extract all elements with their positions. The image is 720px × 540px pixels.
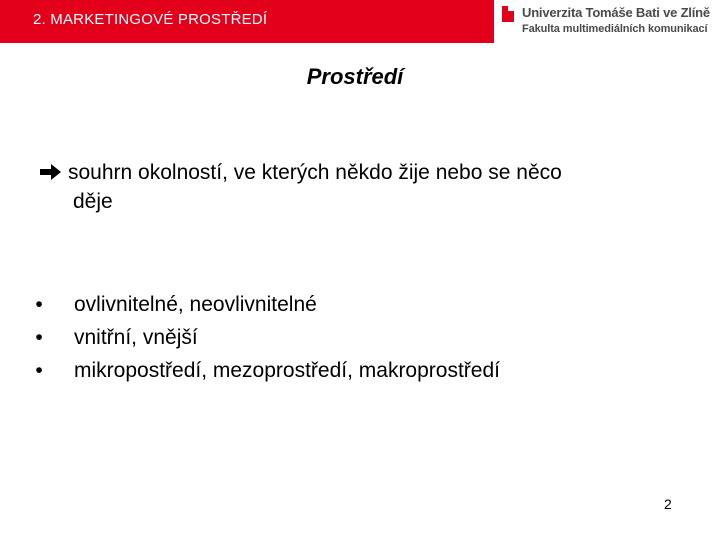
bullet-list [33, 288, 500, 387]
definition-text [40, 158, 680, 216]
logo-faculty-name: Fakulta multimediálních komunikací [522, 23, 708, 35]
bullet-text: mikropostředí, mezoprostředí, makroprostředí [74, 359, 500, 382]
bullet-icon: • [35, 293, 43, 316]
bullet-text: vnitřní, vnější [74, 326, 198, 349]
university-logo [494, 0, 720, 43]
logo-university-name: Univerzita Tomáše Bati ve Zlíně [522, 5, 710, 20]
bullet-text: ovlivnitelné, neovlivnitelné [74, 293, 317, 316]
right-arrow-icon [40, 163, 62, 181]
header-bar [0, 0, 494, 43]
bullet-icon: • [35, 326, 43, 349]
bullet-item [33, 288, 500, 321]
page-number: 2 [664, 496, 672, 512]
logo-mark-icon [502, 6, 514, 22]
slide-title: Prostředí [306, 64, 404, 89]
definition-line-1: souhrn okolností, ve kterých někdo žije nebo se něco [68, 161, 562, 184]
bullet-item [33, 321, 500, 354]
definition-line-2: děje [73, 190, 113, 213]
bullet-icon: • [35, 359, 43, 382]
section-title: 2. MARKETINGOVÉ PROSTŘEDÍ [33, 11, 268, 28]
bullet-item [33, 354, 500, 387]
